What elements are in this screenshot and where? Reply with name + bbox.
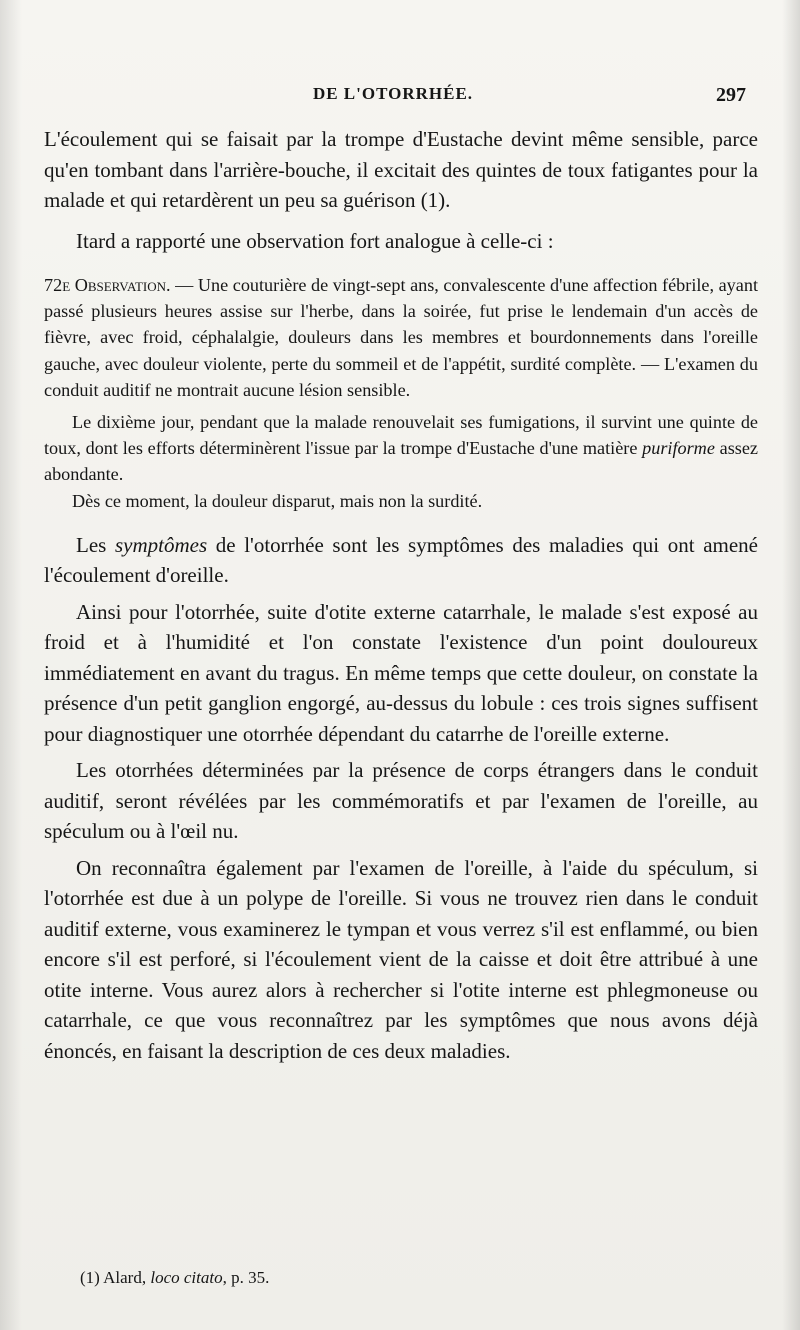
observation-paragraph-3: Dès ce moment, la douleur disparut, mais non la surdité. [72,490,483,511]
observation-paragraph [44,272,758,403]
footnote-text-a: (1) Alard, [80,1268,151,1287]
observation-2-text-b: assez abondante. [44,438,759,485]
paragraph-6: On reconnaîtra également par l'examen de l'oreille, à l'aide du spéculum, si l'otorrhée est due à un polype de l'oreille. Si vous ne trouvez rien dans le conduit auditif externe, vous examinerez le tympan et vous verrez s'il est enflammé, ou bien encore s'il est perforé, si l'écoulement vient de la caisse et doit être attribué à une otite interne. Vous aurez alors à rechercher si l'otite interne est phlegmoneuse ou catarrhale, ce que vous reconnaîtrez par les symptômes que nous avons déjà énoncés, en faisant la description de ces deux maladies. [44,855,758,1063]
observation-paragraph-2 [44,409,758,488]
paragraph-3-text-a: Les [76,532,115,557]
footnote-text-b: , p. 35. [222,1268,270,1287]
running-head: DE L'OTORRHÉE. [312,84,474,103]
paragraph-3 [44,530,758,591]
paragraph-3-italic: symptômes [114,532,208,557]
observation-label: 72e Observation. [44,275,171,295]
body-text [44,124,758,1066]
observation-text: — Une couturière de vingt-sept ans, convalescente d'une affection fébrile, ayant passé plusieurs heures assise sur l'herbe, dans la soirée, fut prise le lendemain d'un accès de fièvre, avec froid, céphalalgie, douleurs dans les membres et bourdonnements dans l'oreille gauche, avec douleur violente, perte du sommeil et de l'appétit, surdité complète. — L'examen du conduit auditif ne montrait aucune lésion sensible. [44,275,758,400]
paragraph-4: Ainsi pour l'otorrhée, suite d'otite externe catarrhale, le malade s'est exposé au froid et à l'humidité et l'on constate l'existence d'un point douloureux immédiatement en avant du tragus. En même temps que cette douleur, on constate la présence d'un petit ganglion engorgé, au-dessus du lobule : ces trois signes suffisent pour diagnostiquer une otorrhée dépendant du catarrhe de l'oreille externe. [44,599,758,746]
observation-2-text-a: Le dixième jour, pendant que la malade renouvelait ses fumigations, il survint une quinte de toux, dont les efforts déterminèrent l'issue par la trompe d'Eustache d'une matière [44,412,758,459]
paragraph-1: L'écoulement qui se faisait par la trompe d'Eustache devint même sensible, parce qu'en tombant dans l'arrière-bouche, il excitait des quintes de toux fatigantes pour la malade et qui retardèrent un peu sa guérison (1). [44,127,758,212]
page-header [40,84,746,114]
paragraph-3-text-b: de l'otorrhée sont les symptômes des maladies qui ont amené l'écoulement d'oreille. [44,532,758,588]
footnote-italic: loco citato [150,1268,223,1287]
page-number: 297 [716,84,746,106]
paragraph-2: Itard a rapporté une observation fort analogue à celle-ci : [76,228,554,253]
footnote [80,1268,269,1288]
paragraph-5: Les otorrhées déterminées par la présence de corps étrangers dans le conduit auditif, seront révélées par les commémoratifs et par l'examen de l'oreille, au spéculum ou à l'œil nu. [44,758,758,844]
page-gutter-shadow [782,0,800,1330]
observation-2-italic: puriforme [642,438,715,459]
